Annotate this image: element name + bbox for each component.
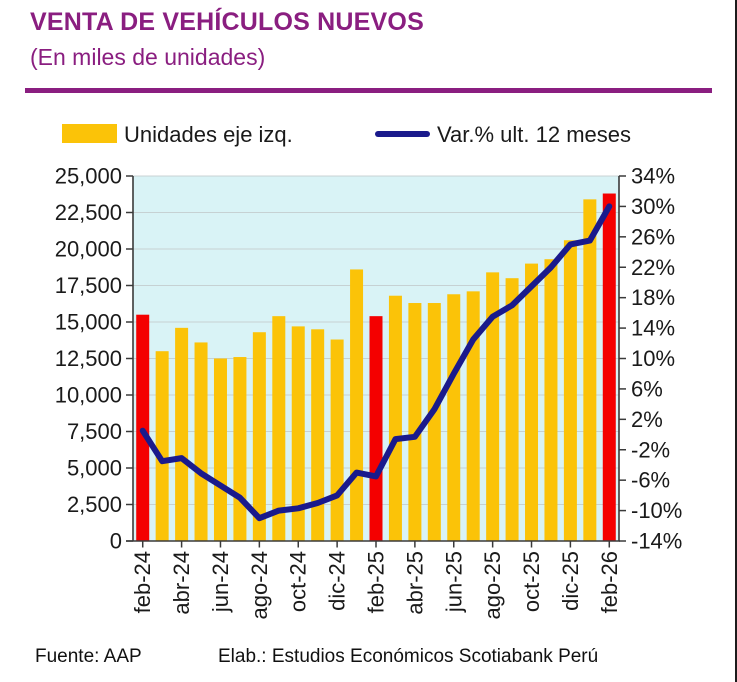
bar [506, 278, 519, 541]
left-axis-label: 2,500 [66, 492, 122, 517]
right-axis-label: -14% [631, 528, 683, 554]
x-axis-label: oct-25 [519, 551, 545, 613]
bar [428, 303, 441, 541]
title-divider [25, 88, 712, 93]
right-axis-label: 10% [631, 346, 676, 371]
bar [214, 359, 227, 542]
line-series-legend-label: Var.% ult. 12 meses [437, 122, 632, 147]
line-series-swatch-icon [375, 131, 430, 137]
x-axis-label: oct-24 [285, 551, 311, 613]
left-axis-label: 25,000 [54, 163, 122, 189]
bar [525, 264, 538, 541]
source-note: Fuente: AAP [35, 646, 142, 667]
bar [311, 329, 324, 541]
left-axis-label: 15,000 [54, 309, 122, 335]
bar [583, 199, 596, 541]
bar [447, 294, 460, 541]
bar [175, 328, 188, 541]
elaboration-note: Elab.: Estudios Económicos Scotiabank Perú [218, 646, 599, 667]
left-axis-label: 20,000 [54, 236, 122, 262]
left-axis-label: 10,000 [54, 382, 122, 408]
right-axis-label: 14% [631, 315, 676, 341]
right-axis-label: 26% [631, 224, 676, 250]
x-axis-label: feb-24 [130, 551, 156, 614]
bar [331, 340, 344, 541]
right-axis-label: 2% [631, 406, 663, 432]
bar [156, 351, 169, 541]
bar [467, 291, 480, 541]
left-axis-label: 7,500 [66, 419, 122, 444]
highlight-bar [603, 194, 616, 541]
x-axis-label: dic-25 [557, 551, 583, 611]
page-subtitle: (En miles de unidades) [30, 44, 266, 70]
page-title: VENTA DE VEHÍCULOS NUEVOS [30, 8, 424, 36]
x-axis-label: jun-25 [441, 551, 467, 613]
left-axis-label: 22,500 [54, 200, 122, 225]
x-axis-label: dic-24 [324, 551, 350, 611]
right-axis-label: 18% [631, 285, 676, 311]
chart-legend [0, 118, 737, 154]
bar [564, 240, 577, 541]
left-axis-label: 12,500 [54, 346, 122, 371]
right-axis-label: 30% [631, 193, 676, 219]
x-axis-label: abr-24 [169, 551, 195, 615]
right-axis-label: -6% [631, 467, 671, 493]
bar [544, 259, 557, 541]
right-axis-label: -10% [631, 498, 683, 524]
left-axis-label: 17,500 [54, 273, 122, 298]
bar-series-swatch-icon [62, 124, 117, 143]
bar-series-legend-label: Unidades eje izq. [124, 122, 293, 147]
right-axis-label: 22% [631, 254, 676, 280]
right-axis-label: 6% [631, 376, 663, 402]
bar [350, 269, 363, 541]
x-axis-label: ago-25 [480, 551, 506, 620]
x-axis-label: ago-24 [246, 551, 272, 620]
bar [408, 303, 421, 541]
x-axis-label: abr-25 [402, 551, 428, 615]
x-axis-label: feb-25 [363, 551, 389, 614]
bar [233, 357, 246, 541]
right-axis-label: -2% [631, 437, 671, 463]
highlight-bar [370, 316, 383, 541]
x-axis-label: feb-26 [596, 551, 622, 614]
bar [389, 296, 402, 541]
combo-chart [0, 155, 737, 635]
left-axis-label: 0 [109, 528, 122, 554]
x-axis-label: jun-24 [207, 551, 233, 613]
left-axis-label: 5,000 [66, 455, 122, 481]
bar [195, 342, 208, 541]
right-axis-label: 34% [631, 163, 676, 189]
